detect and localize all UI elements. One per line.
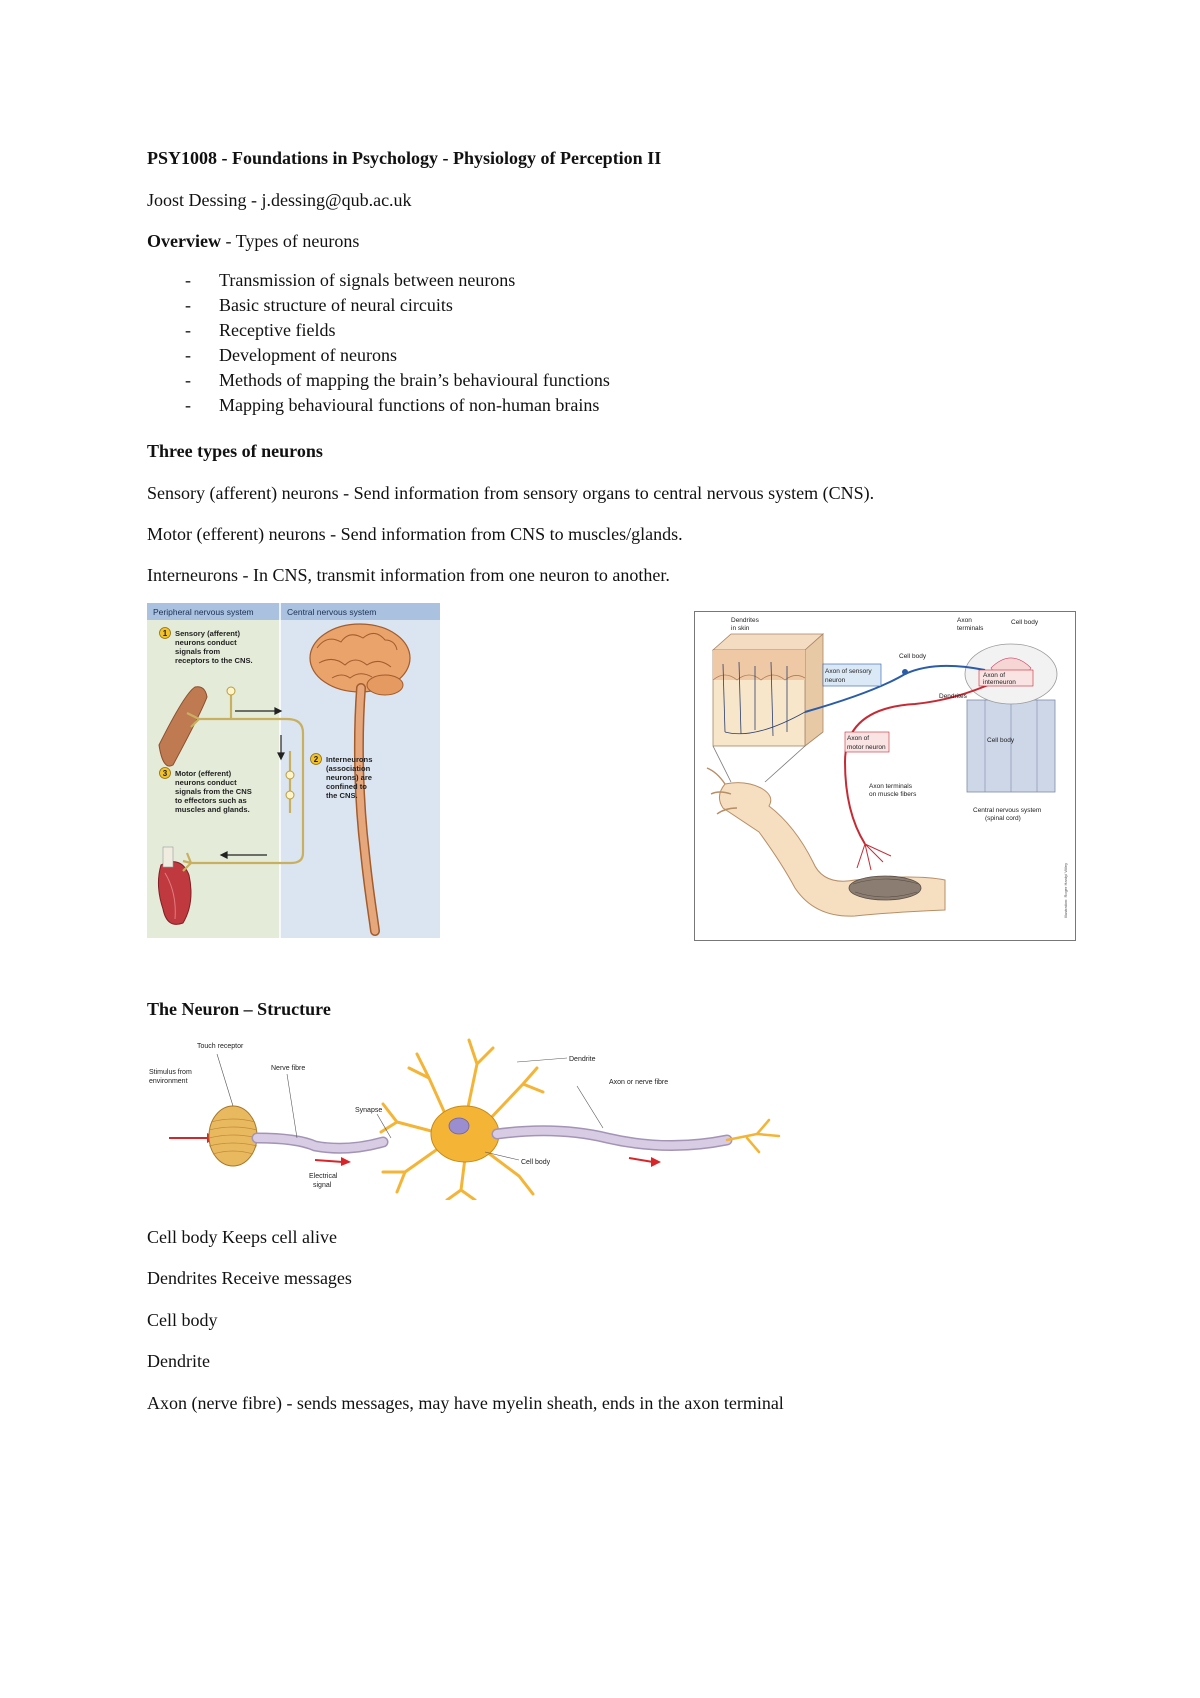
- svg-text:neurons) are: neurons) are: [326, 773, 372, 782]
- overview-line: [147, 230, 359, 252]
- neuron-structure-figure: [147, 1034, 807, 1200]
- svg-text:in skin: in skin: [731, 625, 750, 632]
- list-item: - Basic structure of neural circuits: [185, 295, 453, 315]
- svg-text:1: 1: [162, 629, 168, 638]
- svg-text:neurons conduct: neurons conduct: [175, 638, 237, 647]
- dendrites-in-skin-label: Dendrites: [731, 617, 759, 624]
- sensory-axon-label: Axon of sensory: [825, 668, 872, 675]
- touch-receptor-icon: [209, 1106, 257, 1166]
- motor-axon-label: Axon of: [847, 735, 870, 742]
- list-item: - Development of neurons: [185, 345, 397, 365]
- dendrite-term: Dendrite: [147, 1351, 210, 1371]
- touch-receptor-label: Touch receptor: [197, 1043, 244, 1050]
- svg-text:2: 2: [313, 755, 319, 764]
- sensory-label: Sensory (afferent): [175, 629, 240, 638]
- nerve-fibre-label: Nerve fibre: [271, 1065, 306, 1072]
- svg-text:confined to: confined to: [326, 782, 367, 791]
- svg-text:Axon: Axon: [957, 617, 972, 624]
- synapse-label: Synapse: [355, 1107, 383, 1114]
- svg-text:Cell body: Cell body: [987, 737, 1015, 744]
- cell-body-top-label: Cell body: [1011, 619, 1039, 626]
- list-item: - Receptive fields: [185, 320, 336, 340]
- overview-text: - Types of neurons: [220, 231, 360, 251]
- electrical-signal-label: Electrical: [309, 1173, 338, 1180]
- nervous-system-figure: [147, 603, 440, 938]
- overview-list: [147, 268, 610, 418]
- svg-text:terminals: terminals: [957, 625, 984, 632]
- stimulus-label: Stimulus from: [149, 1069, 192, 1076]
- svg-text:signals from the CNS: signals from the CNS: [175, 787, 252, 796]
- axon-line: Axon (nerve fibre) - sends messages, may have myelin sheath, ends in the axon terminal: [147, 1393, 784, 1413]
- cell-body-term: Cell body: [147, 1310, 218, 1330]
- sensory-paragraph: Sensory (afferent) neurons - Send information from sensory organs to central nervous system (CNS).: [147, 483, 875, 503]
- author-line: Joost Dessing - j.dessing@qub.ac.uk: [147, 190, 412, 210]
- interneuron-paragraph: Interneurons - In CNS, transmit information from one neuron to another.: [147, 565, 670, 585]
- pns-header: Peripheral nervous system: [153, 607, 254, 617]
- svg-text:(spinal cord): (spinal cord): [985, 815, 1021, 822]
- cns-spinal-cord-label: Central nervous system: [973, 807, 1042, 814]
- list-item: - Methods of mapping the brain’s behavioural functions: [185, 370, 610, 390]
- dendrite-label: Dendrite: [569, 1056, 596, 1063]
- svg-text:on muscle fibers: on muscle fibers: [869, 791, 917, 798]
- svg-text:Dendrites: Dendrites: [939, 693, 967, 700]
- svg-text:motor neuron: motor neuron: [847, 744, 886, 751]
- document-title: PSY1008 - Foundations in Psychology - Physiology of Perception II: [147, 148, 662, 168]
- svg-text:(association: (association: [326, 764, 371, 773]
- svg-text:Axon terminals: Axon terminals: [869, 783, 912, 790]
- svg-text:the CNS.: the CNS.: [326, 791, 358, 800]
- skin-block-icon: [713, 634, 823, 746]
- svg-text:signals from: signals from: [175, 647, 221, 656]
- cell-body-line: Cell body Keeps cell alive: [147, 1227, 337, 1247]
- svg-text:Cell body: Cell body: [899, 653, 927, 660]
- dendrites-line: Dendrites Receive messages: [147, 1268, 352, 1288]
- svg-text:to effectors such as: to effectors such as: [175, 796, 247, 805]
- neuron-structure-heading: The Neuron – Structure: [147, 999, 331, 1019]
- axon-label: Axon or nerve fibre: [609, 1079, 669, 1086]
- svg-text:3: 3: [162, 769, 168, 778]
- three-types-heading: Three types of neurons: [147, 441, 323, 461]
- overview-label: Overview: [147, 231, 221, 251]
- reflex-arc-figure: [694, 611, 1076, 941]
- list-item: - Mapping behavioural functions of non-human brains: [185, 395, 600, 415]
- interneuron-axon-label: Axon of: [983, 672, 1006, 679]
- svg-text:neurons conduct: neurons conduct: [175, 778, 237, 787]
- svg-text:neuron: neuron: [825, 677, 846, 684]
- svg-text:signal: signal: [313, 1182, 332, 1189]
- svg-text:receptors to the CNS.: receptors to the CNS.: [175, 656, 253, 665]
- svg-text:muscles and glands.: muscles and glands.: [175, 805, 250, 814]
- cell-body-label: Cell body: [521, 1159, 551, 1166]
- cns-header: Central nervous system: [287, 607, 377, 617]
- list-item: - Transmission of signals between neurons: [185, 270, 516, 290]
- interneuron-label: Interneurons: [326, 755, 373, 764]
- svg-text:interneuron: interneuron: [983, 679, 1016, 686]
- motor-paragraph: Motor (efferent) neurons - Send information from CNS to muscles/glands.: [147, 524, 683, 544]
- svg-text:environment: environment: [149, 1078, 188, 1085]
- figure-credit: Illustration: Roger Hardy/ Wiley: [1063, 862, 1068, 918]
- motor-label: Motor (efferent): [175, 769, 232, 778]
